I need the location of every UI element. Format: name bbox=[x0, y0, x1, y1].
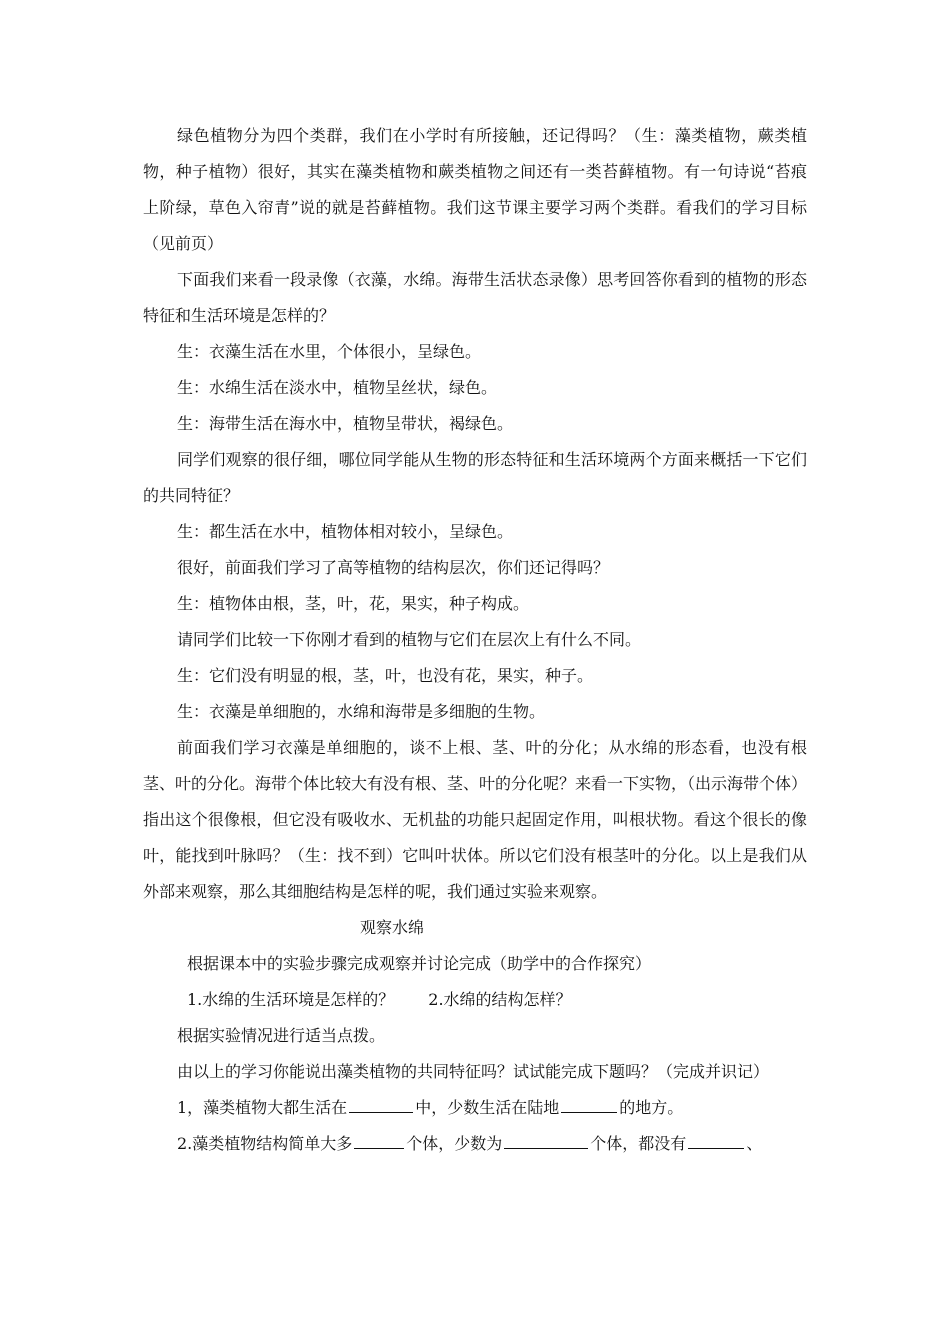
fill-blank bbox=[688, 1130, 744, 1149]
student-answer-compare: 生：它们没有明显的根，茎，叶，也没有花，果实，种子。 bbox=[177, 666, 594, 685]
fill-blank bbox=[354, 1130, 404, 1149]
exercise-2-part-a: 2.藻类植物结构简单大多 bbox=[177, 1134, 353, 1153]
student-answer-spirogyra: 生：水绵生活在淡水中，植物呈丝状，绿色。 bbox=[177, 378, 498, 397]
exercise-1-part-a: 1，藻类植物大都生活在 bbox=[177, 1098, 348, 1117]
document-body bbox=[143, 118, 807, 1162]
intro-paragraph: 绿色植物分为四个类群，我们在小学时有所接触，还记得吗？（生：藻类植物，蕨类植物，种子植物）很好，其实在藻类植物和蕨类植物之间还有一类苔藓植物。有一句诗说“苔痕上阶绿，草色入帘青”说的就是苔藓植物。我们这节课主要学习两个类群。看我们的学习目标（见前页） bbox=[143, 126, 807, 253]
summary-prompt: 由以上的学习你能说出藻类植物的共同特征吗？试试能完成下题吗？（完成并识记） bbox=[177, 1062, 770, 1081]
section-title: 观察水绵 bbox=[360, 918, 425, 937]
video-paragraph: 下面我们来看一段录像（衣藻，水绵。海带生活状态录像）思考回答你看到的植物的形态特征和生活环境是怎样的？ bbox=[143, 270, 807, 325]
fill-blank bbox=[561, 1094, 617, 1113]
exercise-1-part-c: 的地方。 bbox=[619, 1098, 684, 1117]
student-answer-kelp: 生：海带生活在海水中，植物呈带状，褐绿色。 bbox=[177, 414, 514, 433]
exercise-1-part-b: 中，少数生活在陆地 bbox=[415, 1098, 560, 1117]
exercise-2 bbox=[143, 1126, 807, 1162]
explanation-paragraph: 前面我们学习衣藻是单细胞的，谈不上根、茎、叶的分化；从水绵的形态看，也没有根茎、叶的分化。海带个体比较大有没有根、茎、叶的分化呢？来看一下实物，（出示海带个体）指出这个很像根，但它没有吸收水、无机盐的功能只起固定作用，叫根状物。看这个很长的像叶，能找到叶脉吗？（生：找不到）它叫叶状体。所以它们没有根茎叶的分化。以上是我们从外部来观察，那么其细胞结构是怎样的呢，我们通过实验来观察。 bbox=[143, 738, 808, 901]
student-answer-structure: 生：植物体由根，茎，叶，花，果实，种子构成。 bbox=[177, 594, 530, 613]
guidance-paragraph: 根据实验情况进行适当点拨。 bbox=[177, 1026, 386, 1045]
experiment-instruction: 根据课本中的实验步骤完成观察并讨论完成（助学中的合作探究） bbox=[187, 954, 652, 973]
fill-blank bbox=[504, 1130, 588, 1149]
teacher-question-common-features: 同学们观察的很仔细，哪位同学能从生物的形态特征和生活环境两个方面来概括一下它们的共同特征？ bbox=[143, 450, 807, 505]
exercise-1 bbox=[143, 1090, 807, 1126]
teacher-prompt-compare: 请同学们比较一下你刚才看到的植物与它们在层次上有什么不同。 bbox=[177, 630, 642, 649]
exercise-2-part-d: 、 bbox=[746, 1134, 763, 1153]
exercise-2-part-b: 个体，少数为 bbox=[406, 1134, 503, 1153]
question-2: 2.水绵的结构怎样？ bbox=[428, 990, 572, 1009]
exercise-2-part-c: 个体，都没有 bbox=[590, 1134, 687, 1153]
experiment-questions bbox=[143, 982, 807, 1018]
teacher-question-structure: 很好，前面我们学习了高等植物的结构层次，你们还记得吗？ bbox=[177, 558, 610, 577]
student-answer-common-features: 生：都生活在水中，植物体相对较小，呈绿色。 bbox=[177, 522, 514, 541]
student-answer-chlamydomonas: 生：衣藻生活在水里，个体很小，呈绿色。 bbox=[177, 342, 482, 361]
fill-blank bbox=[349, 1094, 413, 1113]
student-answer-cells: 生：衣藻是单细胞的，水绵和海带是多细胞的生物。 bbox=[177, 702, 546, 721]
question-1: 1.水绵的生活环境是怎样的？ bbox=[187, 990, 395, 1009]
